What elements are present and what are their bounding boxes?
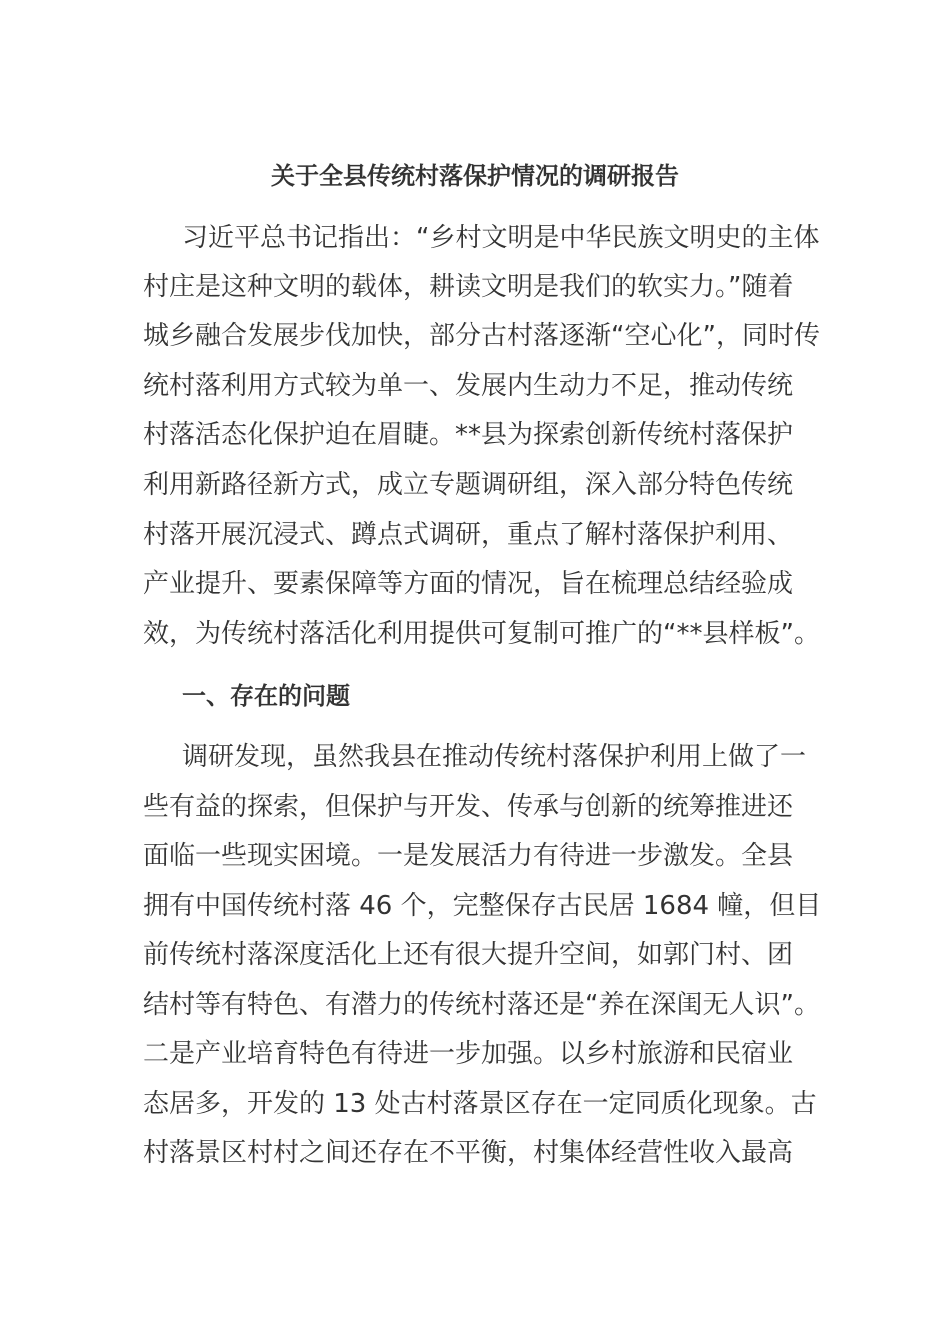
intro-line: 利用新路径新方式，成立专题调研组，深入部分特色传统 xyxy=(143,470,794,500)
body-line: 结村等有特色、有潜力的传统村落还是“养在深闺无人识”。 xyxy=(143,990,820,1020)
intro-line: 统村落利用方式较为单一、发展内生动力不足，推动传统 xyxy=(143,371,794,401)
body-line: 些有益的探索，但保护与开发、传承与创新的统筹推进还 xyxy=(143,792,794,822)
body-line: 前传统村落深度活化上还有很大提升空间，如郭门村、团 xyxy=(143,940,794,970)
body-line: 村落景区村村之间还存在不平衡，村集体经营性收入最高 xyxy=(143,1138,794,1168)
intro-line: 产业提升、要素保障等方面的情况，旨在梳理总结经验成 xyxy=(143,569,794,599)
intro-line: 村落开展沉浸式、蹲点式调研，重点了解村落保护利用、 xyxy=(143,520,794,550)
body-line: 调研发现，虽然我县在推动传统村落保护利用上做了一 xyxy=(182,742,807,772)
intro-line: 效，为传统村落活化利用提供可复制可推广的“**县样板”。 xyxy=(143,619,820,649)
intro-line: 村庄是这种文明的载体，耕读文明是我们的软实力。”随着 xyxy=(143,272,794,302)
body-line: 二是产业培育特色有待进一步加强。以乡村旅游和民宿业 xyxy=(143,1039,794,1069)
intro-line: 习近平总书记指出：“乡村文明是中华民族文明史的主体 xyxy=(182,223,820,253)
body-line: 拥有中国传统村落 46 个，完整保存古民居 1684 幢，但目 xyxy=(143,891,822,921)
section-heading: 一、存在的问题 xyxy=(182,682,350,710)
body-line: 态居多，开发的 13 处古村落景区存在一定同质化现象。古 xyxy=(143,1089,817,1119)
intro-line: 村落活态化保护迫在眉睫。**县为探索创新传统村落保护 xyxy=(143,420,794,450)
document-title: 关于全县传统村落保护情况的调研报告 xyxy=(271,162,679,190)
body-line: 面临一些现实困境。一是发展活力有待进一步激发。全县 xyxy=(143,841,794,871)
intro-line: 城乡融合发展步伐加快，部分古村落逐渐“空心化”，同时传 xyxy=(143,321,820,351)
